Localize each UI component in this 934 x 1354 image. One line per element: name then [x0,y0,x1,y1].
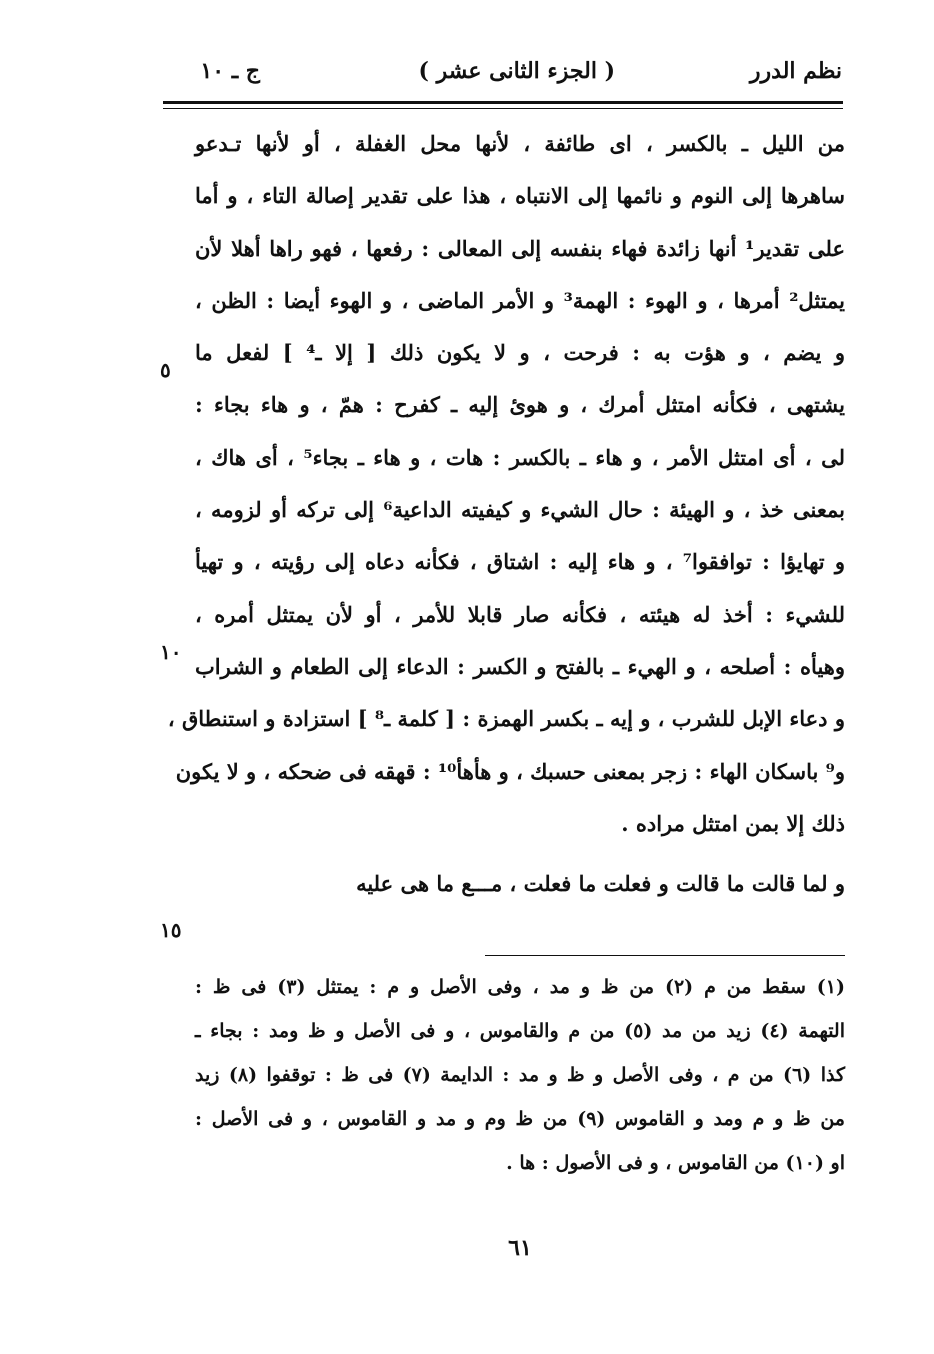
text-line-continuation: و لما قالت ما قالت و فعلت ما فعلت ، مـــع ما هى عليه [356,871,845,897]
part-title: ( الجزء الثانى عشر ) [418,58,615,84]
header-rule-thick [163,101,843,104]
book-title: نظم الدرر [749,58,842,84]
text-line: ذلك إلا بمن امتثل مراده . [621,810,845,836]
text-line: من الليل ـ بالكسر ، اى طائفة ، لأنها محل الغفلة ، أو لأنها تـدعو [195,131,845,156]
margin-line-number: ٥ [160,358,171,382]
text-line: و دعاء الإبل للشرب ، و إيه ـ بكسر الهمزة : [ كلمة ـ⁸ ] استزادة و استنطاق ، [167,706,845,732]
text-line: و تهايؤا : توافقوا⁷ ، و هاء إليه : اشتاق ، فكأنه دعاه إلى رؤيته ، و تهيأ [195,549,845,575]
footnote-line: كذا (٦) من م ، وفى الأصل و ظ و مد : الدايمة (٧) فى ظ : توقفوا (٨) زيد [195,1064,845,1086]
text-line: و يضم ، و هؤت به : فرحت ، و لا يكون ذلك [ إلا ـ⁴ ] لفعل ما [195,340,845,366]
text-line: و⁹ باسكان الهاء : زجر بمعنى حسبك ، و هأهأ¹⁰ : قهقه فى ضحكه ، و لا يكون [175,758,845,784]
footnote-rule [485,955,845,956]
footnotes [195,965,845,1185]
footnote-line: او (١٠) من القاموس ، و فى الأصول : ها . [506,1152,845,1174]
text-line: وهيأه : أصلحه ، و الهيء ـ بالفتح و الكسر : الدعاء إلى الطعام و الشراب [195,653,845,679]
footnote-line: من ظ و م ومد و القاموس (٩) من ظ وم و مد و القاموس ، و فى الأصل : [195,1108,845,1130]
margin-line-number: ١٥ [160,918,182,942]
page-number: ٦١ [508,1235,532,1261]
text-line: بمعنى خذ ، و الهيئة : حال الشيء و كيفيته الداعية⁶ إلى تركه أو لزومه ، [195,497,845,523]
text-line: ساهرها إلى النوم و نائمها إلى الانتباه ، هذا على تقدير إصالة التاء ، و أما [195,183,845,209]
text-line: يشتهى ، فكأنه امتثل أمرك ، و هوئ إليه ـ كفرح : همّ ، و هاء بجاء : [195,392,845,418]
text-line: لى ، أى امتثل الأمر ، و هاء ـ بالكسر : هات ، و هاء ـ بجاء⁵ ، أى هاك ، [195,444,845,470]
margin-line-number: ١٠ [160,640,182,664]
footnote-line: (١) سقط من م (٢) من ظ و مد ، وفى الأصل و م : يمتثل (٣) فى ظ : [195,976,845,998]
text-line: على تقدير¹ أنها زائدة فهاء بنفسه إلى المعالى : رفعها ، فهو راها أهلا لأن [195,235,845,261]
text-line: يمتثل² أمرها ، و الهوء : الهمة³ و الأمر الماضى ، و الهوء أيضا : الظن ، [195,287,845,313]
footnote-line: التهمة (٤) زيد من مد (٥) من م والقاموس ، و فى الأصل و ظ ومد : بجاء ـ [195,1020,845,1042]
header-rule-thin [163,108,843,109]
volume-number: ج ـ ١٠ [200,58,260,84]
text-line: للشيء : أخذ له هيئته ، فكأنه صار قابلا للأمر ، أو لأن يمتثل أمره ، [195,601,845,627]
running-header [150,48,850,98]
